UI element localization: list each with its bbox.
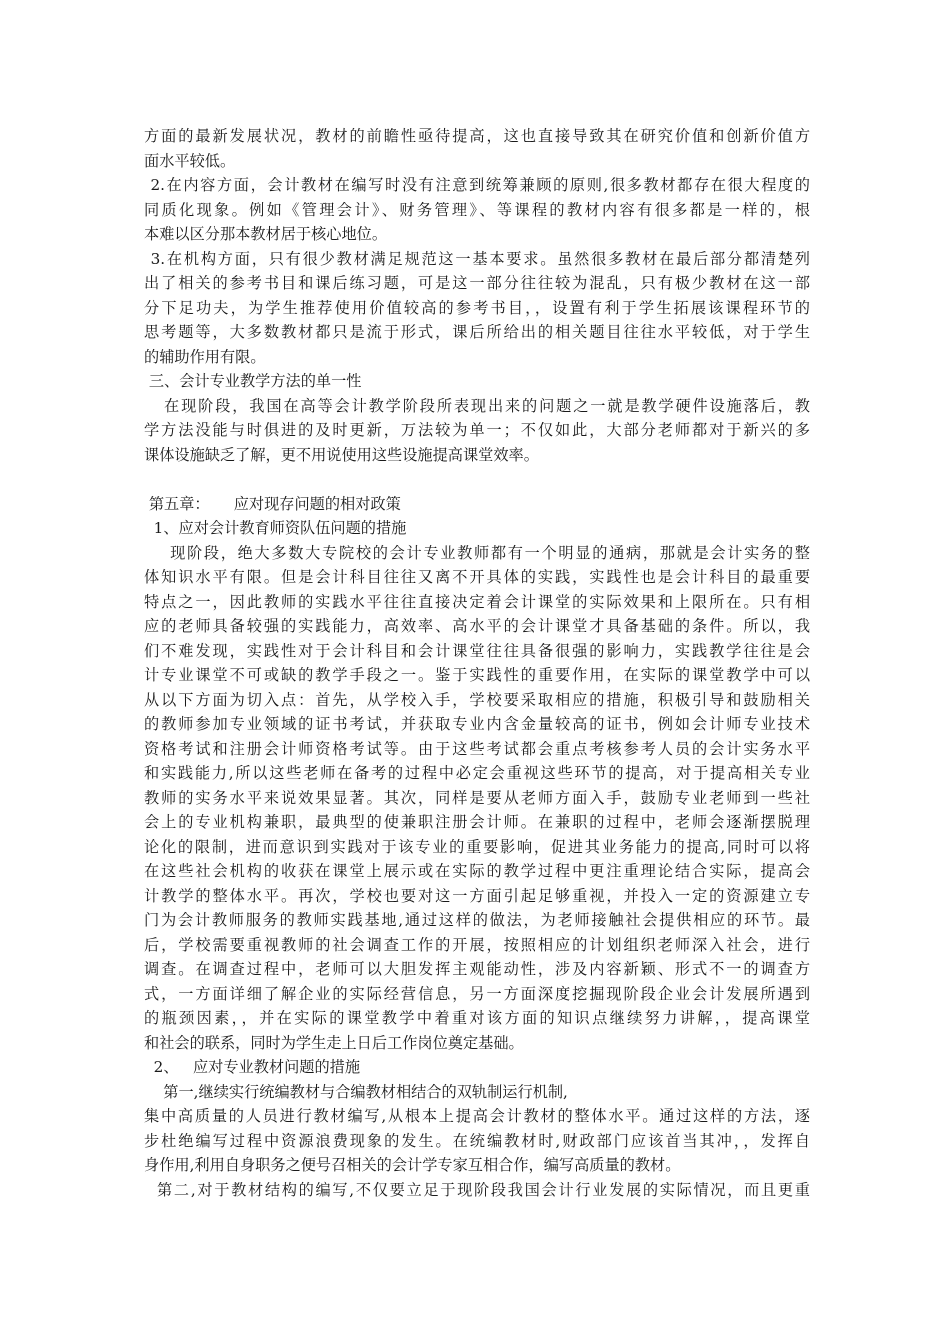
text-line: 第二,对于教材结构的编写,不仅要立足于现阶段我国会计行业发展的实际情况，而且更重	[144, 1180, 810, 1199]
text-line: 和社会的联系，同时为学生走上日后工作岗位奠定基础。	[144, 1033, 524, 1052]
text-line: 课体设施缺乏了解，更不用说使用这些设施提高课堂效率。	[144, 445, 539, 464]
text-line: 的辅助作用有限。	[144, 347, 266, 366]
text-line: 体知识水平有限。但是会计科目往往又离不开具体的实践，实践性也是会计科目的最重要	[144, 568, 810, 586]
text-line: 计专业课堂不可或缺的教学手段之一。鉴于实践性的重要作用，在实际的课堂教学中可以	[144, 666, 810, 684]
text-line: 应的老师具备较强的实践能力，高效率、高水平的会计课堂才具备基础的条件。所以，我	[144, 617, 810, 635]
text-line: 后，学校需要重视教师的社会调查工作的开展，按照相应的计划组织老师深入社会，进行	[144, 935, 810, 954]
text-line: 在现阶段，我国在高等会计教学阶段所表现出来的问题之一就是教学硬件设施落后，教	[144, 396, 810, 415]
text-line: 门为会计教师服务的教师实践基地,通过这样的做法，为老师接触社会提供相应的环节。最	[144, 911, 810, 929]
text-line: 式，一方面详细了解企业的实际经营信息，另一方面深度挖掘现阶段企业会计发展所遇到	[144, 984, 810, 1003]
text-line: 3.在机构方面，只有很少教材满足规范这一基本要求。虽然很多教材在最后部分都清楚列	[144, 249, 810, 268]
text-line: 集中高质量的人员进行教材编写,从根本上提高会计教材的整体水平。通过这样的方法，逐	[144, 1107, 810, 1125]
text-line: 调查。在调查过程中，老师可以大胆发挥主观能动性，涉及内容新颖、形式不一的调查方	[144, 960, 810, 978]
blank-line	[144, 467, 810, 492]
text-line: 方面的最新发展状况，教材的前瞻性亟待提高，这也直接导致其在研究价值和创新价值方	[144, 127, 810, 145]
text-line: 步杜绝编写过程中资源浪费现象的发生。在统编教材时,财政部门应该首当其冲，，发挥自	[144, 1131, 810, 1150]
text-line: 和实践能力,所以这些老师在备考的过程中必定会重视这些环节的提高，对于提高相关专业	[144, 764, 810, 782]
text-line: 面水平较低。	[144, 151, 236, 170]
text-line: 的教师参加专业领域的证书考试，并获取专业内含金量较高的证书，例如会计师专业技术	[144, 715, 810, 733]
text-line: 2、 应对专业教材问题的措施	[144, 1058, 361, 1076]
text-line: 教师的实务水平来说效果显著。其次，同样是要从老师方面入手，鼓励专业老师到一些社	[144, 788, 810, 807]
text-line: 们不难发现，实践性对于会计科目和会计课堂往往具备很强的影响力，实践教学往往是会	[144, 641, 810, 660]
text-line: 分下足功夫，为学生推荐使用价值较高的参考书目，，设置有利于学生拓展该课程环节的	[144, 298, 810, 317]
text-line: 三、会计专业教学方法的单一性	[144, 372, 362, 390]
text-line: 在这些社会机构的收获在课堂上展示或在实际的教学过程中更注重理论结合实际，提高会	[144, 862, 810, 880]
text-line: 思考题等，大多数教材都只是流于形式，课后所给出的相关题目往往水平较低，对于学生	[144, 323, 810, 341]
text-line: 本难以区分那本教材居于核心地位。	[144, 225, 387, 243]
text-line: 第五章： 应对现存问题的相对政策	[144, 494, 401, 513]
text-line: 资格考试和注册会计师资格考试等。由于这些考试都会重点考核参考人员的会计实务水平	[144, 739, 810, 758]
text-line: 出了相关的参考书目和课后练习题，可是这一部分往往较为混乱，只有极少教材在这一部	[144, 274, 810, 292]
text-line: 同质化现象。例如《管理会计》、财务管理》、等课程的教材内容有很多都是一样的，根	[144, 200, 810, 219]
text-line: 会上的专业机构兼职，最典型的使兼职注册会计师。在兼职的过程中，老师会逐渐摆脱理	[144, 813, 810, 831]
text-line: 身作用,利用自身职务之便号召相关的会计学专家互相合作，编写高质量的教材。	[144, 1156, 681, 1174]
text-line: 计教学的整体水平。再次，学校也要对这一方面引起足够重视，并投入一定的资源建立专	[144, 886, 810, 905]
text-line: 第一,继续实行统编教材与合编教材相结合的双轨制运行机制,	[144, 1082, 568, 1101]
text-line: 学方法没能与时俱进的及时更新，万法较为单一；不仅如此，大部分老师都对于新兴的多	[144, 421, 810, 439]
text-line: 2.在内容方面，会计教材在编写时没有注意到统筹兼顾的原则,很多教材都存在很大程度的	[144, 176, 810, 194]
text-line: 特点之一，因此教师的实践水平往往直接决定着会计课堂的实际效果和上限所在。只有相	[144, 592, 810, 611]
document-page	[144, 124, 810, 1202]
text-line: 论化的限制，进而意识到实践对于该专业的重要影响，促进其业务能力的提高,同时可以将	[144, 837, 810, 856]
text-line: 1、应对会计教育师资队伍问题的措施	[144, 519, 407, 537]
text-line: 从以下方面为切入点：首先，从学校入手，学校要采取相应的措施，积极引导和鼓励相关	[144, 690, 810, 709]
text-line: 现阶段，绝大多数大专院校的会计专业教师都有一个明显的通病，那就是会计实务的整	[144, 543, 810, 562]
text-line: 的瓶颈因素，，并在实际的课堂教学中着重对该方面的知识点继续努力讲解，，提高课堂	[144, 1009, 810, 1027]
